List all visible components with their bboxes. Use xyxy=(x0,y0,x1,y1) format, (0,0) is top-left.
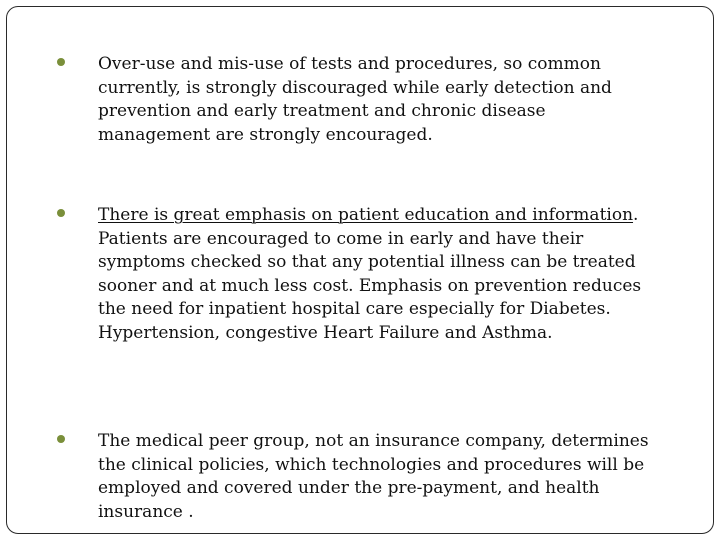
bullet-text: Patients are encouraged to come in early and have their symptoms checked so that any potential illness can be treated sooner and at much less cost. Emphasis on prevention reduces the need for inpatient hospital care especially for Diabetes. Hypertension, congestive Heart Failure and Asthma. xyxy=(98,228,642,343)
bullet-text: The medical peer group, not an insurance company, determines the clinical policies, which technologies and procedures will be employed and covered under the pre-payment, and health insurance . xyxy=(98,431,649,522)
bullet-heading: There is great emphasis on patient education and information xyxy=(98,205,634,225)
bullet-dot-icon xyxy=(57,58,65,66)
bullet-heading-suffix: . xyxy=(633,205,639,225)
slide-frame xyxy=(6,6,714,534)
bullet-text: Over-use and mis-use of tests and procedures, so common currently, is strongly discouraged while early detection and prevention and early treatment and chronic disease management are strongly encouraged. xyxy=(98,54,612,145)
bullet-dot-icon xyxy=(57,435,65,443)
bullet-text-block xyxy=(98,204,663,345)
bullet-dot-icon xyxy=(57,209,65,217)
